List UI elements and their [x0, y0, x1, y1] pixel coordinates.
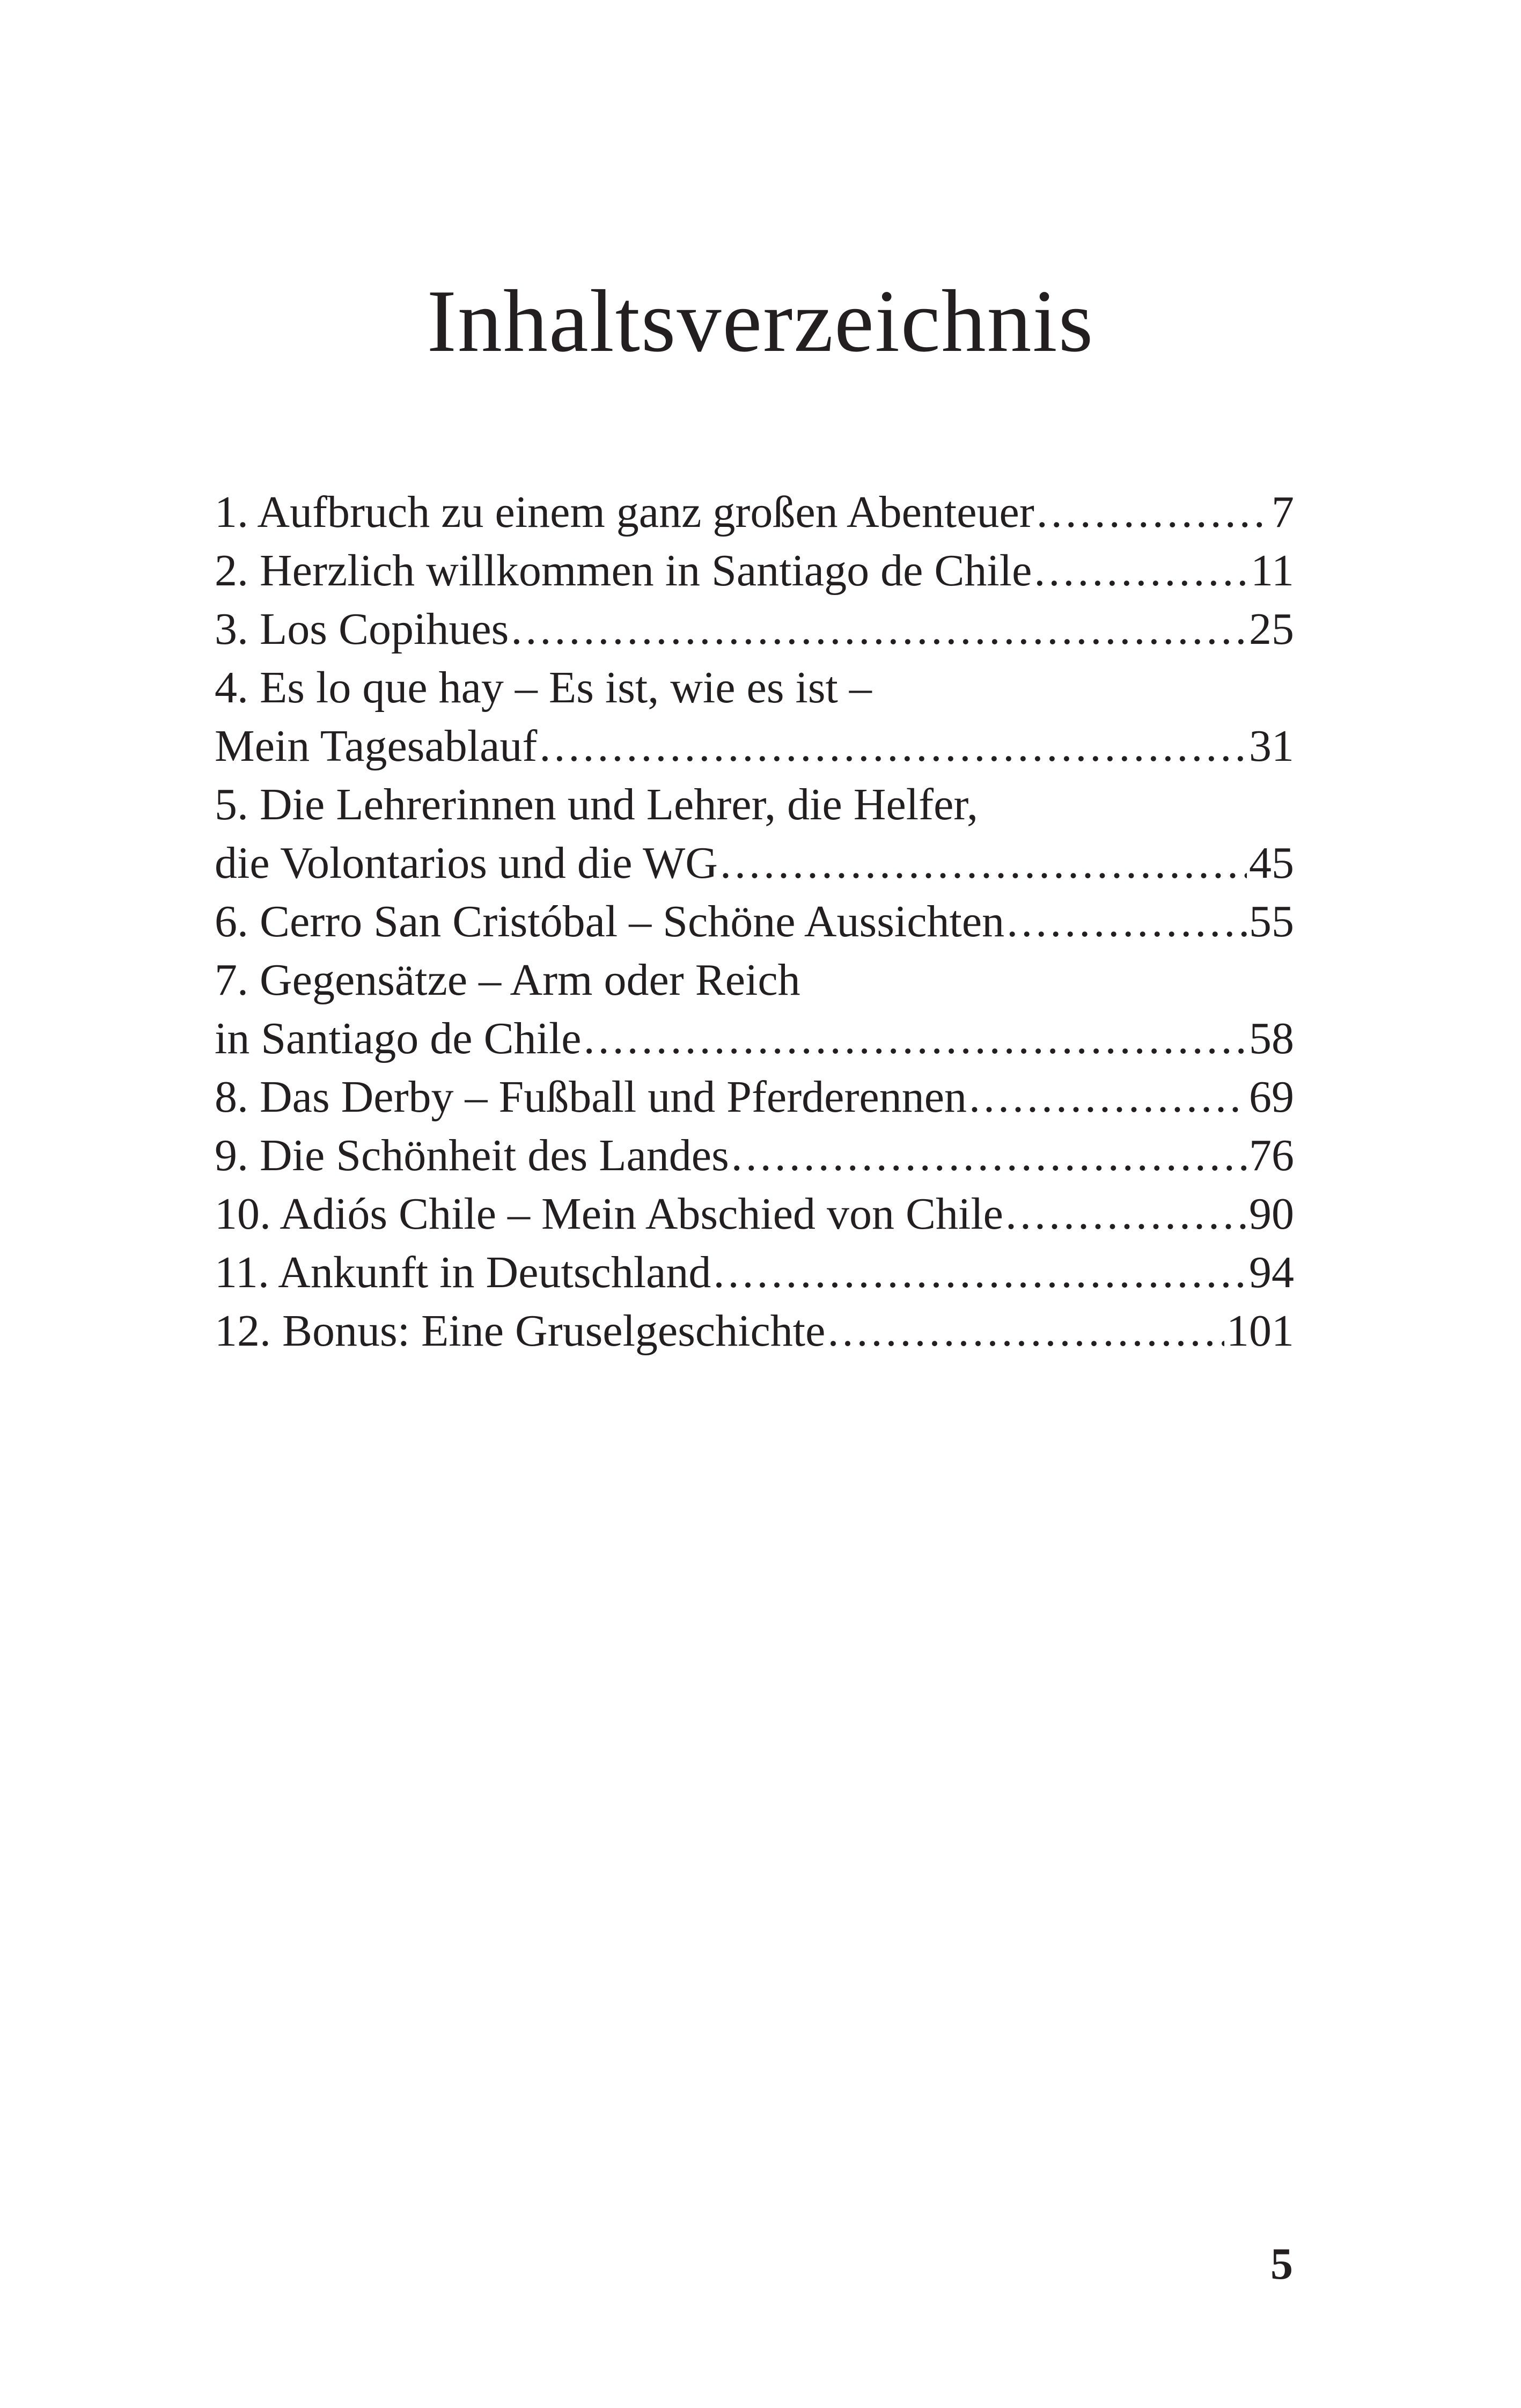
toc-entry-line	[215, 1243, 1294, 1302]
dot-leader	[1034, 541, 1248, 600]
toc-entry-title: 2. Herzlich willkommen in Santiago de Chile	[215, 546, 1032, 596]
toc-entry-page: 94	[1249, 1247, 1294, 1297]
toc-entry-title: 8. Das Derby – Fußball und Pferderennen	[215, 1072, 967, 1122]
toc-entry-title: 11. Ankunft in Deutschland	[215, 1247, 711, 1297]
toc-entry-line	[215, 834, 1294, 892]
toc-entry-line	[215, 541, 1294, 600]
toc-entry-title-part: 5. Die Lehrerinnen und Lehrer, die Helfer,	[215, 780, 978, 829]
toc-entry-title: 9. Die Schönheit des Landes	[215, 1130, 729, 1180]
toc-entry-line	[215, 1302, 1294, 1360]
dot-leader	[1037, 483, 1269, 541]
dot-leader	[584, 1009, 1247, 1068]
toc-entry-title: 12. Bonus: Eine Gruselgeschichte	[215, 1306, 826, 1356]
toc-entry-page: 45	[1249, 838, 1294, 888]
toc-entry	[215, 600, 1294, 658]
toc-entry-line	[215, 1068, 1294, 1126]
toc-entry-title: in Santiago de Chile	[215, 1014, 582, 1063]
dot-leader	[827, 1302, 1224, 1360]
toc-entry-line	[215, 892, 1294, 951]
toc-entry-line	[215, 775, 1294, 834]
toc-entry-line	[215, 1126, 1294, 1185]
toc-entry-title: Mein Tagesablauf	[215, 721, 538, 771]
dot-leader	[1005, 1185, 1247, 1243]
toc-entry-line	[215, 1185, 1294, 1243]
toc-entry-page: 58	[1249, 1014, 1294, 1063]
toc-entry-title: 3. Los Copihues	[215, 604, 509, 654]
toc-entry-line	[215, 1009, 1294, 1068]
toc-entry-line	[215, 483, 1294, 541]
toc-entry-page: 7	[1272, 487, 1294, 537]
table-of-contents	[215, 483, 1294, 1360]
dot-leader	[720, 834, 1247, 892]
toc-entry-page: 69	[1249, 1072, 1294, 1122]
toc-entry-title-part: 4. Es lo que hay – Es ist, wie es ist –	[215, 663, 872, 713]
toc-entry	[215, 775, 1294, 892]
toc-entry	[215, 1185, 1294, 1243]
toc-entry-page: 25	[1249, 604, 1294, 654]
page-title: Inhaltsverzeichnis	[427, 271, 1094, 370]
toc-entry	[215, 1302, 1294, 1360]
toc-entry-title: 10. Adiós Chile – Mein Abschied von Chile	[215, 1189, 1003, 1239]
toc-entry-title: 1. Aufbruch zu einem ganz großen Abenteuer	[215, 487, 1034, 537]
toc-entry-line	[215, 717, 1294, 775]
toc-entry-title: die Volontarios und die WG	[215, 838, 718, 888]
page-number: 5	[1270, 2239, 1293, 2289]
dot-leader	[713, 1243, 1247, 1302]
dot-leader	[1006, 892, 1247, 951]
dot-leader	[511, 600, 1247, 658]
dot-leader	[539, 717, 1247, 775]
toc-entry-title-part: 7. Gegensätze – Arm oder Reich	[215, 955, 800, 1005]
toc-entry-page: 76	[1249, 1130, 1294, 1180]
toc-entry	[215, 1243, 1294, 1302]
dot-leader	[731, 1126, 1247, 1185]
toc-entry	[215, 483, 1294, 541]
toc-entry-page: 31	[1249, 721, 1294, 771]
dot-leader	[969, 1068, 1247, 1126]
toc-entry-title: 6. Cerro San Cristóbal – Schöne Aussichten	[215, 897, 1005, 946]
toc-entry	[215, 1068, 1294, 1126]
toc-entry-line	[215, 658, 1294, 717]
toc-entry-page: 90	[1249, 1189, 1294, 1239]
toc-entry	[215, 541, 1294, 600]
toc-entry	[215, 1126, 1294, 1185]
toc-entry	[215, 892, 1294, 951]
toc-entry-line	[215, 600, 1294, 658]
toc-entry	[215, 658, 1294, 775]
toc-entry	[215, 951, 1294, 1068]
toc-entry-page: 55	[1249, 897, 1294, 946]
toc-entry-line	[215, 951, 1294, 1009]
toc-entry-page: 11	[1251, 546, 1294, 596]
toc-entry-page: 101	[1226, 1306, 1294, 1356]
